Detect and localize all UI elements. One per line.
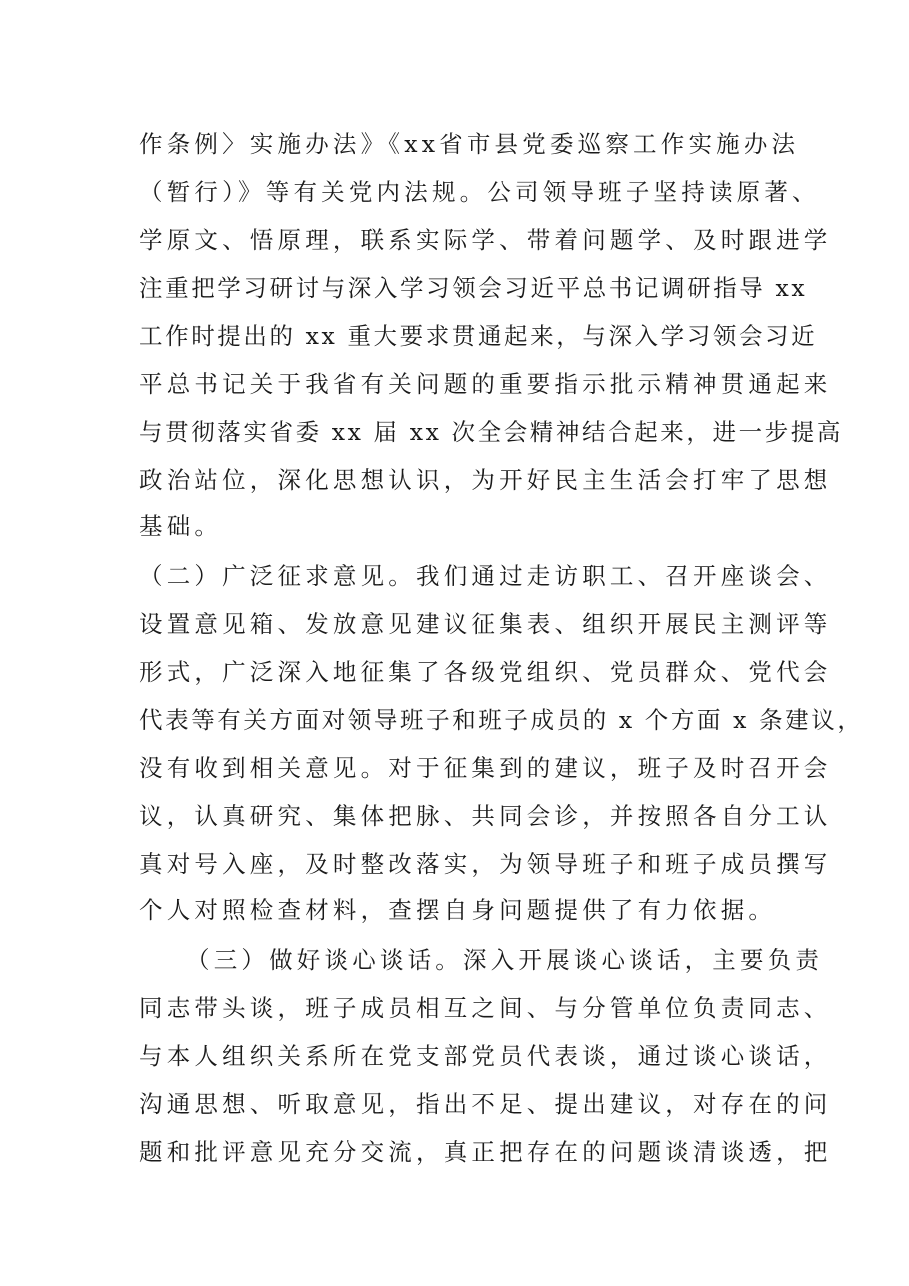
text-line: 与本人组织关系所在党支部党员代表谈，通过谈心谈话， xyxy=(139,1042,832,1070)
text-line: 形式，广泛深入地征集了各级党组织、党员群众、党代会 xyxy=(139,658,832,686)
text-line: 设置意见箱、发放意见建议征集表、组织开展民主测评等 xyxy=(139,610,832,638)
paragraph-2-first-line: （二）广泛征求意见。我们通过走访职工、召开座谈会、 xyxy=(139,562,832,590)
text-line: 沟通思想、听取意见，指出不足、提出建议，对存在的问 xyxy=(139,1090,832,1118)
text-line: 注重把学习研讨与深入学习领会习近平总书记调研指导 xx xyxy=(139,274,808,302)
text-line: 没有收到相关意见。对于征集到的建议，班子及时召开会 xyxy=(139,754,832,782)
text-line: 题和批评意见充分交流，真正把存在的问题谈清谈透，把 xyxy=(139,1138,832,1166)
text-line: 工作时提出的 xx 重大要求贯通起来，与深入学习领会习近 xyxy=(139,322,818,350)
paragraph-3-first-line: （三）做好谈心谈话。深入开展谈心谈话，主要负责 xyxy=(186,946,824,974)
text-line: 议，认真研究、集体把脉、共同会诊，并按照各自分工认 xyxy=(139,802,832,830)
text-line: 作条例〉实施办法》《xx省市县党委巡察工作实施办法 xyxy=(139,130,800,158)
text-line: 个人对照检查材料，查摆自身问题提供了有力依据。 xyxy=(139,896,777,924)
text-line: 平总书记关于我省有关问题的重要指示批示精神贯通起来 xyxy=(139,370,832,398)
text-line: 与贯彻落实省委 xx 届 xx 次全会精神结合起来，进一步提高 xyxy=(139,418,843,446)
text-line: 真对号入座，及时整改落实，为领导班子和班子成员撰写 xyxy=(139,850,832,878)
text-line: 代表等有关方面对领导班子和班子成员的 x 个方面 x 条建议， xyxy=(139,706,864,734)
text-line: 学原文、悟原理，联系实际学、带着问题学、及时跟进学 xyxy=(139,226,832,254)
text-line: 政治站位，深化思想认识，为开好民主生活会打牢了思想 xyxy=(139,466,832,494)
text-line: （暂行）》等有关党内法规。公司领导班子坚持读原著、 xyxy=(139,178,820,206)
text-line: 基础。 xyxy=(139,512,223,540)
text-line: 同志带头谈，班子成员相互之间、与分管单位负责同志、 xyxy=(139,994,832,1022)
